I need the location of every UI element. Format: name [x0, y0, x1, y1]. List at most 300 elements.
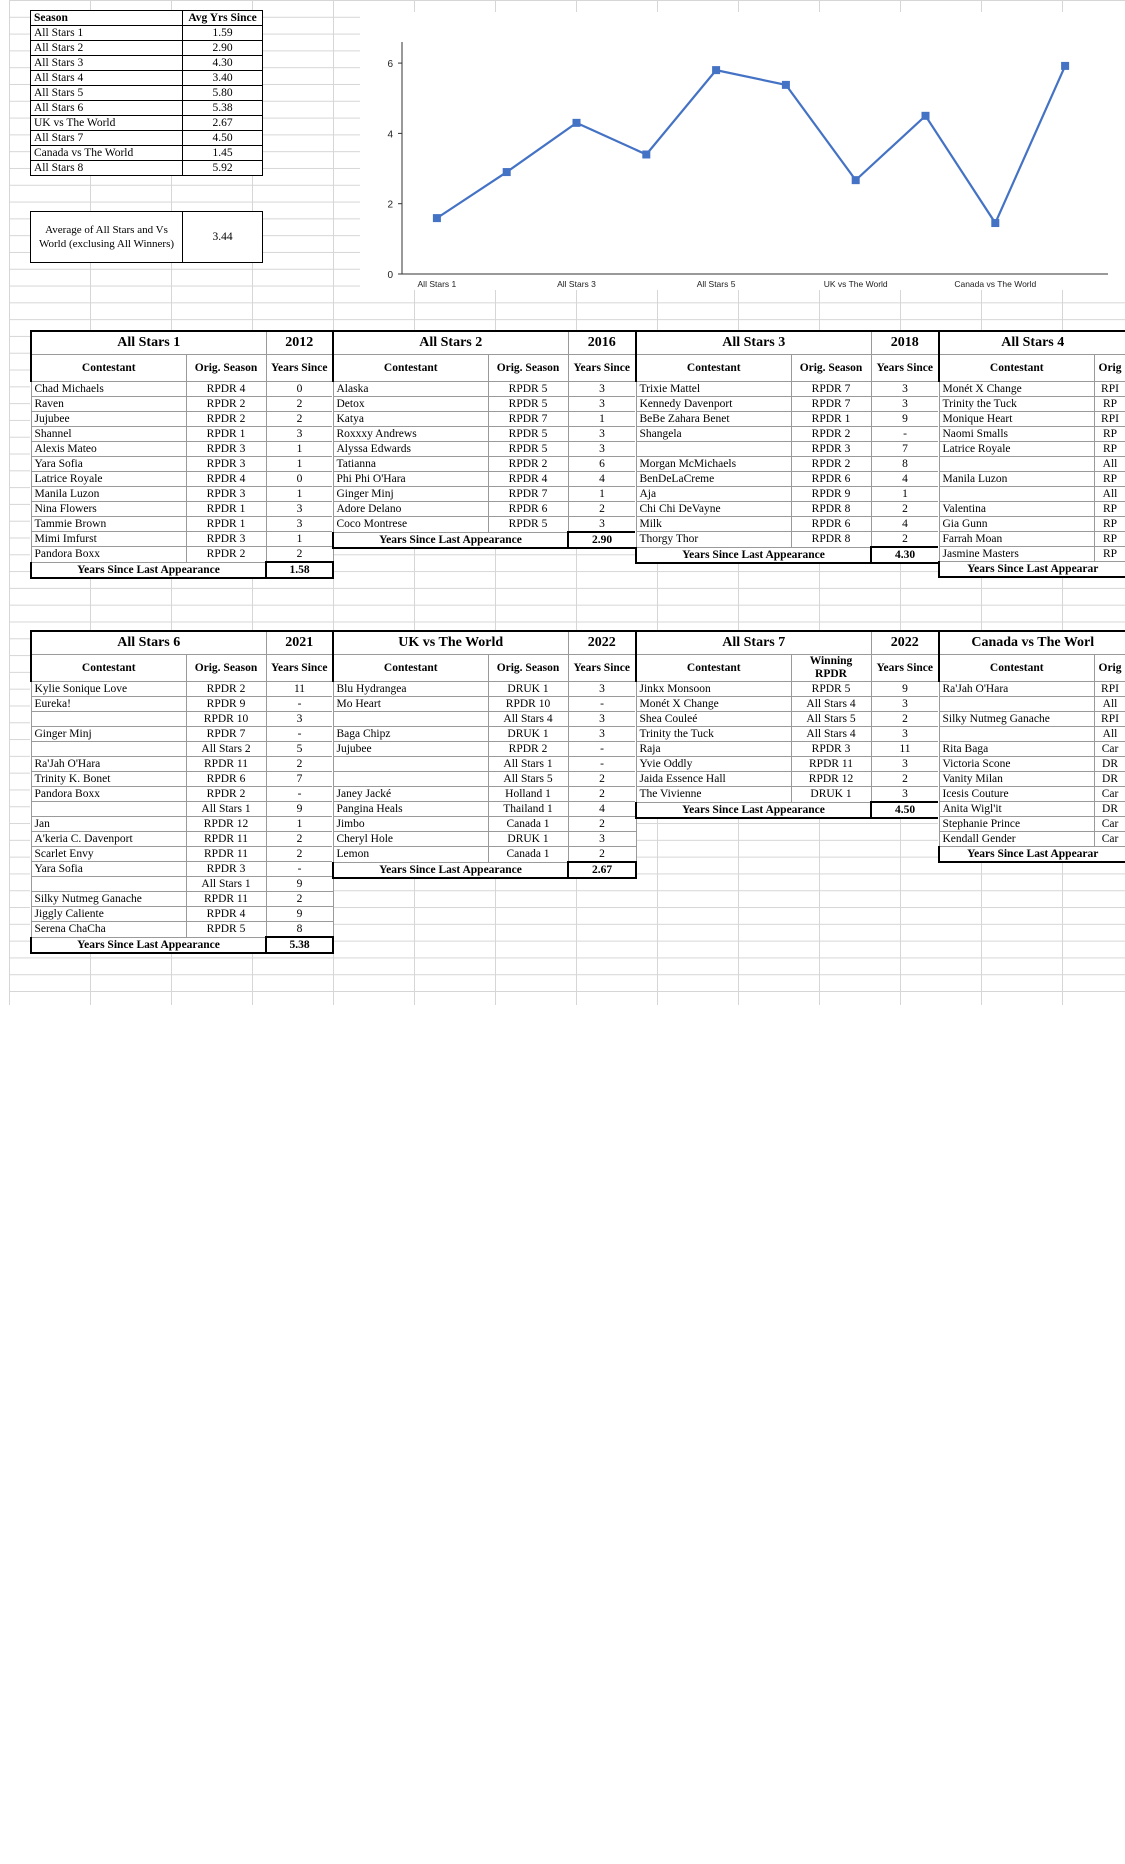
footer-label[interactable]: Years Since Last Appearar	[939, 847, 1125, 863]
orig-season-cell[interactable]: RPDR 5	[791, 682, 871, 697]
data-point[interactable]	[1061, 62, 1069, 70]
years-since-cell[interactable]: 11	[266, 682, 333, 697]
contestant-cell[interactable]: Stephanie Prince	[939, 817, 1094, 832]
contestant-cell[interactable]: Jan	[31, 817, 186, 832]
years-since-cell[interactable]: 4	[871, 517, 939, 532]
contestant-cell[interactable]: Mimi Imfurst	[31, 532, 186, 547]
summary-season[interactable]: All Stars 3	[31, 56, 183, 71]
contestant-cell[interactable]	[939, 487, 1094, 502]
years-since-cell[interactable]: -	[871, 427, 939, 442]
orig-season-cell[interactable]: All Stars 4	[791, 697, 871, 712]
orig-season-cell[interactable]: RPDR 5	[488, 382, 568, 397]
years-since-cell[interactable]: 3	[568, 682, 636, 697]
footer-label[interactable]: Years Since Last Appearance	[31, 562, 266, 578]
footer-label[interactable]: Years Since Last Appearance	[333, 532, 568, 548]
footer-label[interactable]: Years Since Last Appearance	[333, 862, 568, 878]
summary-avg[interactable]: 1.45	[183, 146, 263, 161]
orig-season-cell[interactable]: RPI	[1094, 412, 1125, 427]
years-since-cell[interactable]: 2	[568, 787, 636, 802]
column-header[interactable]: Orig. Season	[488, 355, 568, 382]
years-since-cell[interactable]: 8	[871, 457, 939, 472]
orig-season-cell[interactable]: RPDR 4	[186, 382, 266, 397]
years-since-cell[interactable]: 3	[871, 697, 939, 712]
years-since-cell[interactable]: 9	[871, 412, 939, 427]
orig-season-cell[interactable]: RPDR 11	[186, 757, 266, 772]
orig-season-cell[interactable]: DRUK 1	[488, 832, 568, 847]
summary-season[interactable]: All Stars 1	[31, 26, 183, 41]
contestant-cell[interactable]: Scarlet Envy	[31, 847, 186, 862]
summary-avg[interactable]: 2.90	[183, 41, 263, 56]
contestant-cell[interactable]: Blu Hydrangea	[333, 682, 488, 697]
orig-season-cell[interactable]: Thailand 1	[488, 802, 568, 817]
average-label[interactable]: Average of All Stars and Vs World (exclusing All Winners)	[31, 212, 183, 263]
contestant-cell[interactable]: Yvie Oddly	[636, 757, 791, 772]
orig-season-cell[interactable]: RPDR 1	[791, 412, 871, 427]
years-since-cell[interactable]: 1	[266, 457, 333, 472]
orig-season-cell[interactable]: RPDR 2	[186, 787, 266, 802]
season-title[interactable]: All Stars 2	[333, 331, 568, 355]
years-since-cell[interactable]: 2	[266, 847, 333, 862]
summary-season[interactable]: All Stars 8	[31, 161, 183, 176]
orig-season-cell[interactable]: All Stars 5	[488, 772, 568, 787]
data-point[interactable]	[642, 150, 650, 158]
orig-season-cell[interactable]: All Stars 4	[791, 727, 871, 742]
data-point[interactable]	[922, 112, 930, 120]
years-since-cell[interactable]: 7	[266, 772, 333, 787]
orig-season-cell[interactable]: RPDR 2	[186, 412, 266, 427]
years-since-cell[interactable]: 3	[871, 382, 939, 397]
footer-average[interactable]: 2.67	[568, 862, 636, 878]
contestant-cell[interactable]: Jujubee	[333, 742, 488, 757]
contestant-cell[interactable]: Kylie Sonique Love	[31, 682, 186, 697]
orig-season-cell[interactable]: RPDR 3	[791, 442, 871, 457]
contestant-cell[interactable]: Aja	[636, 487, 791, 502]
years-since-cell[interactable]: 2	[266, 832, 333, 847]
contestant-cell[interactable]: Valentina	[939, 502, 1094, 517]
years-since-cell[interactable]: -	[266, 697, 333, 712]
orig-season-cell[interactable]: DRUK 1	[791, 787, 871, 803]
summary-avg[interactable]: 4.50	[183, 131, 263, 146]
contestant-cell[interactable]: Jasmine Masters	[939, 547, 1094, 562]
contestant-cell[interactable]: Trinity K. Bonet	[31, 772, 186, 787]
orig-season-cell[interactable]: RPDR 2	[791, 427, 871, 442]
contestant-cell[interactable]: Baga Chipz	[333, 727, 488, 742]
footer-average[interactable]: 4.30	[871, 547, 939, 563]
orig-season-cell[interactable]: RPDR 5	[488, 397, 568, 412]
orig-season-cell[interactable]: All	[1094, 487, 1125, 502]
season-year[interactable]: 2021	[266, 631, 333, 655]
orig-season-cell[interactable]: RPDR 6	[488, 502, 568, 517]
orig-season-cell[interactable]: RP	[1094, 517, 1125, 532]
orig-season-cell[interactable]: RPDR 3	[186, 862, 266, 877]
contestant-cell[interactable]: Silky Nutmeg Ganache	[939, 712, 1094, 727]
orig-season-cell[interactable]: All Stars 2	[186, 742, 266, 757]
years-since-cell[interactable]: 1	[266, 487, 333, 502]
orig-season-cell[interactable]: RPDR 2	[791, 457, 871, 472]
column-header[interactable]: Contestant	[939, 655, 1094, 682]
column-header[interactable]: Years Since	[266, 355, 333, 382]
orig-season-cell[interactable]: RPDR 10	[488, 697, 568, 712]
years-since-cell[interactable]: 3	[266, 517, 333, 532]
orig-season-cell[interactable]: RPDR 3	[186, 457, 266, 472]
orig-season-cell[interactable]: RPDR 12	[791, 772, 871, 787]
orig-season-cell[interactable]: RPDR 12	[186, 817, 266, 832]
season-title[interactable]: All Stars 7	[636, 631, 871, 655]
orig-season-cell[interactable]: RPDR 2	[186, 547, 266, 563]
contestant-cell[interactable]: Jimbo	[333, 817, 488, 832]
contestant-cell[interactable]	[31, 802, 186, 817]
years-since-cell[interactable]: 2	[568, 502, 636, 517]
orig-season-cell[interactable]: RPDR 7	[186, 727, 266, 742]
contestant-cell[interactable]	[939, 697, 1094, 712]
contestant-cell[interactable]: Vanity Milan	[939, 772, 1094, 787]
column-header[interactable]: Years Since	[266, 655, 333, 682]
footer-average[interactable]: 2.90	[568, 532, 636, 548]
contestant-cell[interactable]: Pangina Heals	[333, 802, 488, 817]
contestant-cell[interactable]: Phi Phi O'Hara	[333, 472, 488, 487]
contestant-cell[interactable]: Raven	[31, 397, 186, 412]
footer-label[interactable]: Years Since Last Appearance	[636, 802, 871, 818]
years-since-cell[interactable]: 3	[568, 727, 636, 742]
orig-season-cell[interactable]: RPDR 3	[186, 442, 266, 457]
column-header[interactable]: Years Since	[568, 355, 636, 382]
contestant-cell[interactable]	[939, 457, 1094, 472]
orig-season-cell[interactable]: RPDR 2	[488, 742, 568, 757]
column-header[interactable]: Orig. Season	[186, 655, 266, 682]
years-since-cell[interactable]: 3	[568, 832, 636, 847]
orig-season-cell[interactable]: All Stars 5	[791, 712, 871, 727]
years-since-cell[interactable]: -	[266, 727, 333, 742]
years-since-cell[interactable]: 2	[568, 817, 636, 832]
contestant-cell[interactable]: Mo Heart	[333, 697, 488, 712]
contestant-cell[interactable]: Silky Nutmeg Ganache	[31, 892, 186, 907]
contestant-cell[interactable]: Alaska	[333, 382, 488, 397]
summary-season[interactable]: All Stars 7	[31, 131, 183, 146]
orig-season-cell[interactable]: RPDR 5	[488, 442, 568, 457]
orig-season-cell[interactable]: RPDR 7	[488, 412, 568, 427]
summary-season[interactable]: All Stars 6	[31, 101, 183, 116]
years-since-cell[interactable]: -	[266, 862, 333, 877]
orig-season-cell[interactable]: RPDR 4	[186, 472, 266, 487]
orig-season-cell[interactable]: RPDR 9	[791, 487, 871, 502]
years-since-cell[interactable]: 2	[266, 892, 333, 907]
column-header[interactable]: Orig. Season	[488, 655, 568, 682]
contestant-cell[interactable]: Coco Montrese	[333, 517, 488, 533]
contestant-cell[interactable]: Monét X Change	[636, 697, 791, 712]
years-since-cell[interactable]: 3	[266, 502, 333, 517]
column-header[interactable]: Contestant	[333, 655, 488, 682]
orig-season-cell[interactable]: Canada 1	[488, 847, 568, 863]
years-since-cell[interactable]: 3	[568, 427, 636, 442]
data-point[interactable]	[852, 176, 860, 184]
contestant-cell[interactable]	[333, 712, 488, 727]
orig-season-cell[interactable]: RPDR 3	[186, 487, 266, 502]
years-since-cell[interactable]: 3	[266, 427, 333, 442]
years-since-cell[interactable]: 1	[266, 532, 333, 547]
years-since-cell[interactable]: 1	[266, 442, 333, 457]
years-since-cell[interactable]: 3	[871, 397, 939, 412]
contestant-cell[interactable]: Raja	[636, 742, 791, 757]
years-since-cell[interactable]: 3	[266, 712, 333, 727]
column-header[interactable]: Years Since	[871, 655, 939, 682]
years-since-cell[interactable]: 1	[568, 412, 636, 427]
footer-label[interactable]: Years Since Last Appearance	[636, 547, 871, 563]
contestant-cell[interactable]: BenDeLaCreme	[636, 472, 791, 487]
contestant-cell[interactable]: Latrice Royale	[939, 442, 1094, 457]
years-since-cell[interactable]: 4	[568, 472, 636, 487]
contestant-cell[interactable]: Morgan McMichaels	[636, 457, 791, 472]
years-since-cell[interactable]: 2	[568, 847, 636, 863]
summary-header-avg[interactable]: Avg Yrs Since	[183, 11, 263, 26]
orig-season-cell[interactable]: RPI	[1094, 682, 1125, 697]
column-header[interactable]: Contestant	[31, 355, 186, 382]
orig-season-cell[interactable]: Holland 1	[488, 787, 568, 802]
contestant-cell[interactable]: The Vivienne	[636, 787, 791, 803]
years-since-cell[interactable]: 2	[871, 502, 939, 517]
years-since-cell[interactable]: 2	[266, 547, 333, 563]
orig-season-cell[interactable]: RP	[1094, 502, 1125, 517]
orig-season-cell[interactable]: RPDR 7	[488, 487, 568, 502]
orig-season-cell[interactable]: DRUK 1	[488, 727, 568, 742]
summary-avg[interactable]: 2.67	[183, 116, 263, 131]
contestant-cell[interactable]: Manila Luzon	[939, 472, 1094, 487]
footer-label[interactable]: Years Since Last Appearance	[31, 937, 266, 953]
contestant-cell[interactable]: Naomi Smalls	[939, 427, 1094, 442]
orig-season-cell[interactable]: RPDR 5	[488, 427, 568, 442]
contestant-cell[interactable]: Kennedy Davenport	[636, 397, 791, 412]
orig-season-cell[interactable]: RP	[1094, 472, 1125, 487]
summary-header-season[interactable]: Season	[31, 11, 183, 26]
years-since-cell[interactable]: 4	[871, 472, 939, 487]
orig-season-cell[interactable]: RP	[1094, 427, 1125, 442]
season-year[interactable]: 2022	[568, 631, 636, 655]
contestant-cell[interactable]: Milk	[636, 517, 791, 532]
contestant-cell[interactable]: Janey Jacké	[333, 787, 488, 802]
years-since-cell[interactable]: 2	[871, 772, 939, 787]
contestant-cell[interactable]: Shangela	[636, 427, 791, 442]
years-since-cell[interactable]: 3	[568, 517, 636, 533]
years-since-cell[interactable]: 3	[871, 727, 939, 742]
season-title[interactable]: All Stars 1	[31, 331, 266, 355]
contestant-cell[interactable]: Eureka!	[31, 697, 186, 712]
years-since-cell[interactable]: 4	[568, 802, 636, 817]
orig-season-cell[interactable]: RPDR 2	[186, 682, 266, 697]
orig-season-cell[interactable]: RPDR 10	[186, 712, 266, 727]
contestant-cell[interactable]: BeBe Zahara Benet	[636, 412, 791, 427]
column-header[interactable]: Contestant	[939, 355, 1094, 382]
contestant-cell[interactable]: Ginger Minj	[333, 487, 488, 502]
column-header[interactable]: Orig. Season	[186, 355, 266, 382]
orig-season-cell[interactable]: RPI	[1094, 712, 1125, 727]
orig-season-cell[interactable]: All Stars 4	[488, 712, 568, 727]
data-point[interactable]	[782, 81, 790, 89]
years-since-cell[interactable]: 6	[568, 457, 636, 472]
orig-season-cell[interactable]: RPDR 3	[186, 532, 266, 547]
average-value[interactable]: 3.44	[183, 212, 263, 263]
orig-season-cell[interactable]: RPDR 9	[186, 697, 266, 712]
contestant-cell[interactable]: Thorgy Thor	[636, 532, 791, 548]
orig-season-cell[interactable]: RPDR 5	[186, 922, 266, 938]
orig-season-cell[interactable]: All Stars 1	[186, 877, 266, 892]
season-title[interactable]: All Stars 4	[939, 331, 1125, 355]
orig-season-cell[interactable]: RPDR 2	[186, 397, 266, 412]
years-since-cell[interactable]: -	[568, 697, 636, 712]
orig-season-cell[interactable]: All Stars 1	[186, 802, 266, 817]
contestant-cell[interactable]: Manila Luzon	[31, 487, 186, 502]
orig-season-cell[interactable]: RPDR 8	[791, 502, 871, 517]
season-year[interactable]: 2022	[871, 631, 939, 655]
column-header[interactable]: Orig	[1094, 355, 1125, 382]
years-since-cell[interactable]: 5	[266, 742, 333, 757]
contestant-cell[interactable]: Ra'Jah O'Hara	[31, 757, 186, 772]
contestant-cell[interactable]: Kendall Gender	[939, 832, 1094, 847]
summary-avg[interactable]: 5.92	[183, 161, 263, 176]
orig-season-cell[interactable]: RPDR 6	[791, 517, 871, 532]
column-header[interactable]: Contestant	[31, 655, 186, 682]
column-header[interactable]: Contestant	[636, 655, 791, 682]
orig-season-cell[interactable]: RPDR 8	[791, 532, 871, 548]
orig-season-cell[interactable]: RPDR 4	[186, 907, 266, 922]
footer-average[interactable]: 1.58	[266, 562, 333, 578]
footer-average[interactable]: 4.50	[871, 802, 939, 818]
years-since-cell[interactable]: 9	[871, 682, 939, 697]
contestant-cell[interactable]	[333, 772, 488, 787]
summary-avg[interactable]: 4.30	[183, 56, 263, 71]
contestant-cell[interactable]: Yara Sofia	[31, 862, 186, 877]
orig-season-cell[interactable]: Car	[1094, 832, 1125, 847]
years-since-cell[interactable]: -	[568, 742, 636, 757]
orig-season-cell[interactable]: Car	[1094, 817, 1125, 832]
contestant-cell[interactable]: Shea Couleé	[636, 712, 791, 727]
contestant-cell[interactable]: Tammie Brown	[31, 517, 186, 532]
column-header[interactable]: Contestant	[333, 355, 488, 382]
orig-season-cell[interactable]: RPDR 1	[186, 427, 266, 442]
years-since-cell[interactable]: 0	[266, 472, 333, 487]
years-since-cell[interactable]: 1	[266, 817, 333, 832]
column-header[interactable]: Contestant	[636, 355, 791, 382]
contestant-cell[interactable]: Jaida Essence Hall	[636, 772, 791, 787]
column-header[interactable]: Years Since	[871, 355, 939, 382]
column-header[interactable]: Years Since	[568, 655, 636, 682]
orig-season-cell[interactable]: RPDR 3	[791, 742, 871, 757]
season-title[interactable]: Canada vs The Worl	[939, 631, 1125, 655]
years-since-cell[interactable]: 3	[568, 442, 636, 457]
contestant-cell[interactable]: Pandora Boxx	[31, 787, 186, 802]
contestant-cell[interactable]: Trinity the Tuck	[939, 397, 1094, 412]
season-title[interactable]: All Stars 6	[31, 631, 266, 655]
data-point[interactable]	[503, 168, 511, 176]
orig-season-cell[interactable]: RPDR 5	[488, 517, 568, 533]
contestant-cell[interactable]	[333, 757, 488, 772]
contestant-cell[interactable]	[31, 742, 186, 757]
years-since-cell[interactable]: 2	[568, 772, 636, 787]
summary-avg[interactable]: 5.38	[183, 101, 263, 116]
years-since-cell[interactable]: 2	[266, 397, 333, 412]
years-since-cell[interactable]: 2	[266, 757, 333, 772]
contestant-cell[interactable]: Tatianna	[333, 457, 488, 472]
data-point[interactable]	[433, 214, 441, 222]
contestant-cell[interactable]: Alyssa Edwards	[333, 442, 488, 457]
years-since-cell[interactable]: 1	[871, 487, 939, 502]
contestant-cell[interactable]: Cheryl Hole	[333, 832, 488, 847]
contestant-cell[interactable]: Latrice Royale	[31, 472, 186, 487]
contestant-cell[interactable]: Yara Sofia	[31, 457, 186, 472]
orig-season-cell[interactable]: RPDR 6	[791, 472, 871, 487]
orig-season-cell[interactable]: RPDR 7	[791, 382, 871, 397]
contestant-cell[interactable]: Trixie Mattel	[636, 382, 791, 397]
summary-season[interactable]: UK vs The World	[31, 116, 183, 131]
orig-season-cell[interactable]: RPDR 11	[186, 847, 266, 862]
orig-season-cell[interactable]: RPI	[1094, 382, 1125, 397]
orig-season-cell[interactable]: Car	[1094, 787, 1125, 802]
orig-season-cell[interactable]: RPDR 7	[791, 397, 871, 412]
orig-season-cell[interactable]: RPDR 11	[186, 832, 266, 847]
orig-season-cell[interactable]: RP	[1094, 532, 1125, 547]
orig-season-cell[interactable]: Canada 1	[488, 817, 568, 832]
summary-season[interactable]: All Stars 5	[31, 86, 183, 101]
contestant-cell[interactable]: Chad Michaels	[31, 382, 186, 397]
years-since-cell[interactable]: 9	[266, 802, 333, 817]
season-title[interactable]: All Stars 3	[636, 331, 871, 355]
contestant-cell[interactable]: Anita Wigl'it	[939, 802, 1094, 817]
orig-season-cell[interactable]: RPDR 1	[186, 517, 266, 532]
contestant-cell[interactable]: Detox	[333, 397, 488, 412]
season-year[interactable]: 2016	[568, 331, 636, 355]
contestant-cell[interactable]: Katya	[333, 412, 488, 427]
contestant-cell[interactable]: Icesis Couture	[939, 787, 1094, 802]
orig-season-cell[interactable]: DRUK 1	[488, 682, 568, 697]
data-point[interactable]	[712, 66, 720, 74]
summary-season[interactable]: Canada vs The World	[31, 146, 183, 161]
contestant-cell[interactable]: Alexis Mateo	[31, 442, 186, 457]
contestant-cell[interactable]: Farrah Moan	[939, 532, 1094, 547]
years-since-cell[interactable]: 1	[568, 487, 636, 502]
footer-average[interactable]: 5.38	[266, 937, 333, 953]
orig-season-cell[interactable]: DR	[1094, 772, 1125, 787]
orig-season-cell[interactable]: All	[1094, 457, 1125, 472]
season-year[interactable]: 2012	[266, 331, 333, 355]
years-since-cell[interactable]: 3	[871, 787, 939, 803]
orig-season-cell[interactable]: RP	[1094, 397, 1125, 412]
orig-season-cell[interactable]: RP	[1094, 442, 1125, 457]
orig-season-cell[interactable]: RPDR 11	[791, 757, 871, 772]
orig-season-cell[interactable]: Car	[1094, 742, 1125, 757]
contestant-cell[interactable]: Rita Baga	[939, 742, 1094, 757]
contestant-cell[interactable]: Roxxxy Andrews	[333, 427, 488, 442]
years-since-cell[interactable]: 9	[266, 907, 333, 922]
orig-season-cell[interactable]: RP	[1094, 547, 1125, 562]
contestant-cell[interactable]: Nina Flowers	[31, 502, 186, 517]
season-year[interactable]: 2018	[871, 331, 939, 355]
contestant-cell[interactable]: Gia Gunn	[939, 517, 1094, 532]
years-since-cell[interactable]: 11	[871, 742, 939, 757]
contestant-cell[interactable]: Adore Delano	[333, 502, 488, 517]
orig-season-cell[interactable]: All	[1094, 697, 1125, 712]
years-since-cell[interactable]: 0	[266, 382, 333, 397]
summary-avg[interactable]: 5.80	[183, 86, 263, 101]
orig-season-cell[interactable]: All Stars 1	[488, 757, 568, 772]
contestant-cell[interactable]: Chi Chi DeVayne	[636, 502, 791, 517]
contestant-cell[interactable]: Jiggly Caliente	[31, 907, 186, 922]
contestant-cell[interactable]: Pandora Boxx	[31, 547, 186, 563]
contestant-cell[interactable]: Shannel	[31, 427, 186, 442]
contestant-cell[interactable]: Monét X Change	[939, 382, 1094, 397]
orig-season-cell[interactable]: DR	[1094, 757, 1125, 772]
contestant-cell[interactable]	[636, 442, 791, 457]
orig-season-cell[interactable]: RPDR 6	[186, 772, 266, 787]
years-since-cell[interactable]: 3	[568, 382, 636, 397]
column-header[interactable]: Winning RPDR	[791, 655, 871, 682]
